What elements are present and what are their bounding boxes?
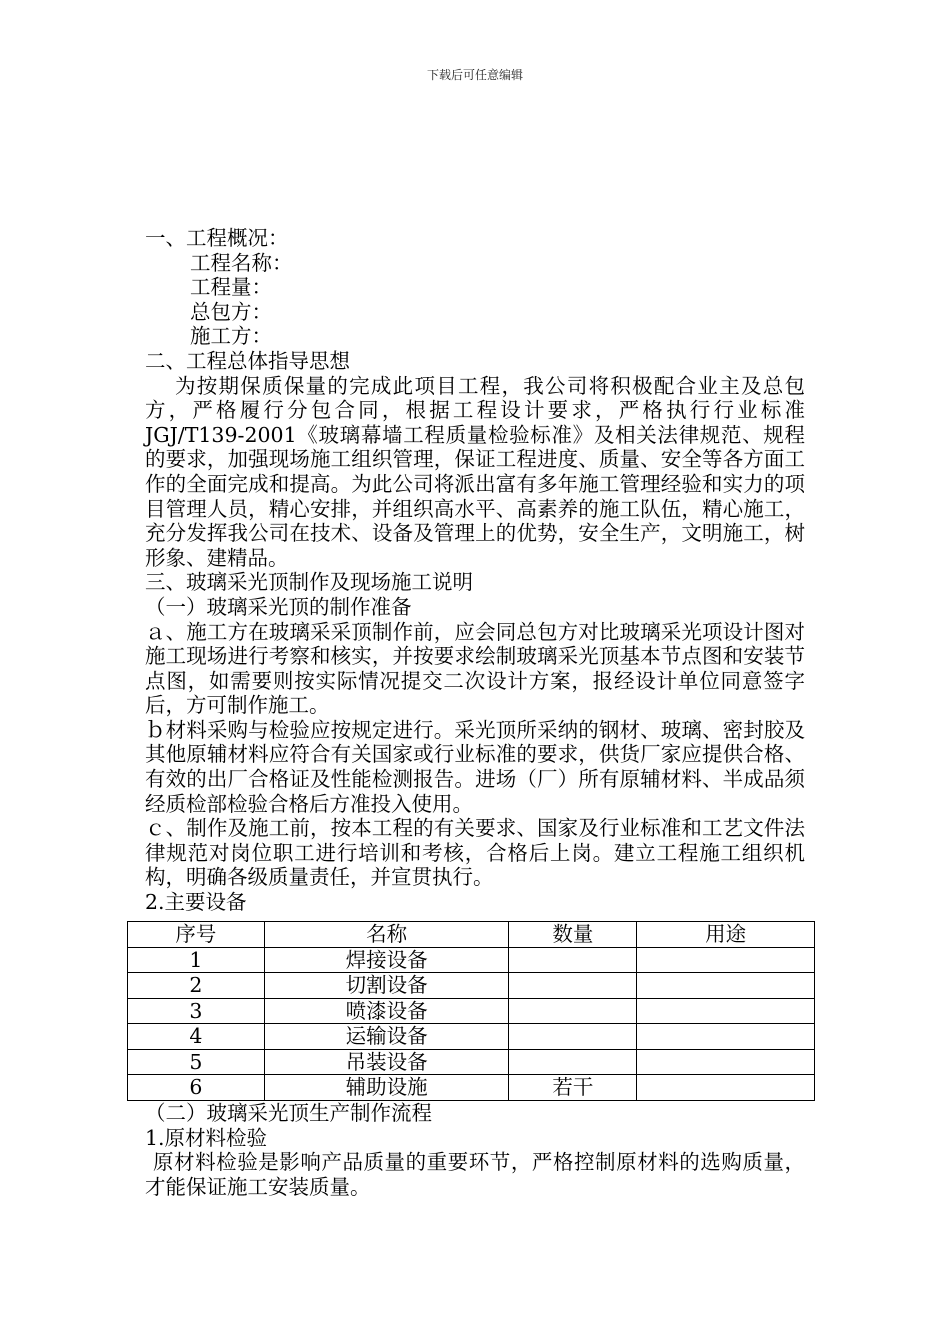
equipment-title: 2.主要设备 bbox=[145, 890, 247, 915]
cell-index: 1 bbox=[128, 947, 265, 973]
table-row bbox=[128, 998, 815, 1024]
cell-name: 切割设备 bbox=[264, 973, 509, 999]
cell-index: 2 bbox=[128, 973, 265, 999]
cell-usage bbox=[637, 947, 815, 973]
subsection1-title: （一）玻璃采光顶的制作准备 bbox=[145, 594, 412, 619]
cell-index: 5 bbox=[128, 1049, 265, 1075]
document-body bbox=[145, 226, 805, 915]
cell-usage bbox=[637, 998, 815, 1024]
section1-title: 一、工程概况： bbox=[145, 226, 289, 250]
table-row bbox=[128, 973, 815, 999]
cell-name: 吊装设备 bbox=[264, 1049, 509, 1075]
table-row bbox=[128, 1049, 815, 1075]
cell-name: 辅助设施 bbox=[264, 1075, 509, 1101]
cell-usage bbox=[637, 1075, 815, 1101]
header-cell-index: 序号 bbox=[128, 922, 265, 948]
cell-index: 4 bbox=[128, 1024, 265, 1050]
item-b-paragraph: ｂ材料采购与检验应按规定进行。采光顶所采纳的钢材、玻璃、密封胶及其他原辅材料应符合有关国家或行业标准的要求，供货厂家应提供合格、有效的出厂合格证及性能检测报告。进场（厂）所有原辅材料、半成品须经质检部检验合格后方准投入使用。 bbox=[145, 717, 805, 816]
cell-name: 运输设备 bbox=[264, 1024, 509, 1050]
field-general-contractor: 总包方： bbox=[190, 299, 272, 324]
cell-quantity bbox=[509, 973, 637, 999]
subsection2-title: （二）玻璃采光顶生产制作流程 bbox=[145, 1101, 432, 1125]
item1-title: 1.原材料检验 bbox=[145, 1125, 268, 1150]
cell-usage bbox=[637, 973, 815, 999]
header-cell-usage: 用途 bbox=[637, 922, 815, 948]
item-c-paragraph: ｃ、制作及施工前，按本工程的有关要求、国家及行业标准和工艺文件法律规范对岗位职工进行培训和考核，合格后上岗。建立工程施工组织机构，明确各级质量责任，并宣贯执行。 bbox=[145, 816, 805, 890]
item-a-paragraph: ａ、施工方在玻璃采采顶制作前，应会同总包方对比玻璃采光项设计图对施工现场进行考察和核实，并按要求绘制玻璃采光顶基本节点图和安装节点图，如需要则按实际情况提交二次设计方案，报经设计单位同意签字后，方可制作施工。 bbox=[145, 619, 805, 718]
header-cell-quantity: 数量 bbox=[509, 922, 637, 948]
cell-quantity bbox=[509, 1049, 637, 1075]
cell-name: 喷漆设备 bbox=[264, 998, 509, 1024]
item1-paragraph: 原材料检验是影响产品质量的重要环节，严格控制原材料的选购质量，才能保证施工安装质量。 bbox=[145, 1150, 805, 1199]
cell-index: 3 bbox=[128, 998, 265, 1024]
cell-usage bbox=[637, 1049, 815, 1075]
cell-quantity bbox=[509, 998, 637, 1024]
section2-title: 二、工程总体指导思想 bbox=[145, 348, 350, 373]
cell-usage bbox=[637, 1024, 815, 1050]
section2-paragraph: 为按期保质保量的完成此项目工程，我公司将积极配合业主及总包方，严格履行分包合同，根据工程设计要求，严格执行行业标准JGJ/T139-2001《玻璃幕墙工程质量检验标准》及相关法律规范、规程的要求，加强现场施工组织管理，保证工程进度、质量、安全等各方面工作的全面完成和提高。为此公司将派出富有多年施工管理经验和实力的项目管理人员，精心安排，并组织高水平、高素养的施工队伍，精心施工，充分发挥我公司在技术、设备及管理上的优势，安全生产，文明施工，树形象、建精品。 bbox=[145, 373, 805, 570]
table-row bbox=[128, 1075, 815, 1101]
table-row bbox=[128, 1024, 815, 1050]
table-header-row bbox=[128, 922, 815, 948]
cell-name: 焊接设备 bbox=[264, 947, 509, 973]
field-project-name: 工程名称： bbox=[190, 250, 293, 275]
cell-quantity bbox=[509, 947, 637, 973]
table-row bbox=[128, 947, 815, 973]
equipment-table bbox=[127, 921, 815, 1101]
cell-index: 6 bbox=[128, 1075, 265, 1101]
cell-quantity bbox=[509, 1024, 637, 1050]
field-construction-party: 施工方： bbox=[190, 324, 272, 349]
field-project-quantity: 工程量： bbox=[190, 275, 272, 300]
cell-quantity: 若干 bbox=[509, 1075, 637, 1101]
document-body-continued bbox=[145, 1101, 805, 1199]
section3-title: 三、玻璃采光顶制作及现场施工说明 bbox=[145, 570, 473, 595]
header-cell-name: 名称 bbox=[264, 922, 509, 948]
page-header: 下载后可任意编辑 bbox=[426, 68, 523, 82]
